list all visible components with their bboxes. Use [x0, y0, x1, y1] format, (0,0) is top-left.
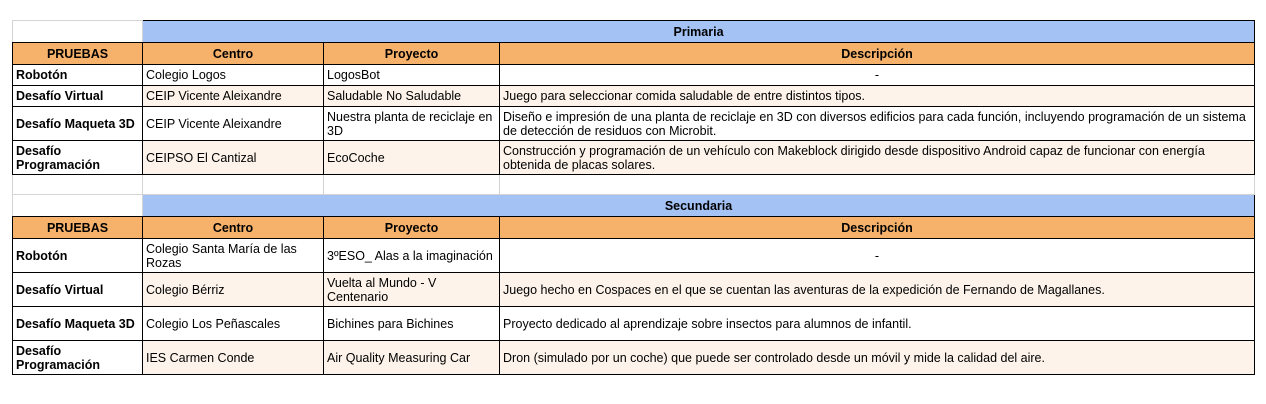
- table-row: [13, 273, 1255, 307]
- centro-cell[interactable]: Colegio Los Peñascales: [143, 307, 324, 341]
- proyecto-cell[interactable]: 3ºESO_ Alas a la imaginación: [324, 239, 500, 273]
- blank-cell[interactable]: [13, 21, 143, 43]
- spreadsheet-table: [12, 20, 1255, 375]
- prueba-cell[interactable]: Desafío Virtual: [13, 273, 143, 307]
- blank-cell[interactable]: [500, 175, 1255, 195]
- descripcion-cell[interactable]: -: [500, 65, 1255, 86]
- table-row: [13, 307, 1255, 341]
- descripcion-header[interactable]: Descripción: [500, 43, 1255, 65]
- centro-cell[interactable]: CEIP Vicente Aleixandre: [143, 107, 324, 141]
- descripcion-cell[interactable]: Diseño e impresión de una planta de reciclaje en 3D con diversos edificios para cada función, incluyendo programación de un sistema de detección de residuos con Microbit.: [500, 107, 1255, 141]
- descripcion-cell[interactable]: Juego para seleccionar comida saludable de entre distintos tipos.: [500, 86, 1255, 107]
- descripcion-cell[interactable]: Dron (simulado por un coche) que puede ser controlado desde un móvil y mide la calidad del aire.: [500, 341, 1255, 375]
- table-row: [13, 65, 1255, 86]
- proyecto-cell[interactable]: LogosBot: [324, 65, 500, 86]
- table-row: [13, 86, 1255, 107]
- pruebas-header[interactable]: PRUEBAS: [13, 43, 143, 65]
- centro-cell[interactable]: IES Carmen Conde: [143, 341, 324, 375]
- prueba-cell[interactable]: Desafío Programación: [13, 341, 143, 375]
- blank-cell[interactable]: [143, 175, 324, 195]
- descripcion-cell[interactable]: Construcción y programación de un vehículo con Makeblock dirigido desde dispositivo Android capaz de funcionar con energía obtenida de placas solares.: [500, 141, 1255, 175]
- centro-cell[interactable]: Colegio Santa María de las Rozas: [143, 239, 324, 273]
- centro-header[interactable]: Centro: [143, 43, 324, 65]
- centro-cell[interactable]: Colegio Bérriz: [143, 273, 324, 307]
- centro-cell[interactable]: Colegio Logos: [143, 65, 324, 86]
- blank-cell[interactable]: [13, 175, 143, 195]
- centro-header[interactable]: Centro: [143, 217, 324, 239]
- proyecto-cell[interactable]: Saludable No Saludable: [324, 86, 500, 107]
- table-row: [13, 239, 1255, 273]
- secundaria-title[interactable]: Secundaria: [143, 195, 1255, 217]
- descripcion-cell[interactable]: -: [500, 239, 1255, 273]
- table-row: [13, 107, 1255, 141]
- descripcion-cell[interactable]: Proyecto dedicado al aprendizaje sobre insectos para alumnos de infantil.: [500, 307, 1255, 341]
- primaria-title-row: [13, 21, 1255, 43]
- table-row: [13, 341, 1255, 375]
- proyecto-cell[interactable]: Nuestra planta de reciclaje en 3D: [324, 107, 500, 141]
- centro-cell[interactable]: CEIPSO El Cantizal: [143, 141, 324, 175]
- proyecto-header[interactable]: Proyecto: [324, 217, 500, 239]
- empty-row: [13, 175, 1255, 195]
- secundaria-header-row: [13, 217, 1255, 239]
- descripcion-header[interactable]: Descripción: [500, 217, 1255, 239]
- prueba-cell[interactable]: Desafío Maqueta 3D: [13, 107, 143, 141]
- prueba-cell[interactable]: Desafío Programación: [13, 141, 143, 175]
- blank-cell[interactable]: [13, 195, 143, 217]
- prueba-cell[interactable]: Desafío Virtual: [13, 86, 143, 107]
- prueba-cell[interactable]: Robotón: [13, 239, 143, 273]
- proyecto-cell[interactable]: Vuelta al Mundo - V Centenario: [324, 273, 500, 307]
- pruebas-header[interactable]: PRUEBAS: [13, 217, 143, 239]
- primaria-header-row: [13, 43, 1255, 65]
- prueba-cell[interactable]: Robotón: [13, 65, 143, 86]
- primaria-title[interactable]: Primaria: [143, 21, 1255, 43]
- proyecto-cell[interactable]: EcoCoche: [324, 141, 500, 175]
- proyecto-header[interactable]: Proyecto: [324, 43, 500, 65]
- table-row: [13, 141, 1255, 175]
- blank-cell[interactable]: [324, 175, 500, 195]
- descripcion-cell[interactable]: Juego hecho en Cospaces en el que se cuentan las aventuras de la expedición de Fernando de Magallanes.: [500, 273, 1255, 307]
- secundaria-title-row: [13, 195, 1255, 217]
- proyecto-cell[interactable]: Bichines para Bichines: [324, 307, 500, 341]
- prueba-cell[interactable]: Desafío Maqueta 3D: [13, 307, 143, 341]
- centro-cell[interactable]: CEIP Vicente Aleixandre: [143, 86, 324, 107]
- proyecto-cell[interactable]: Air Quality Measuring Car: [324, 341, 500, 375]
